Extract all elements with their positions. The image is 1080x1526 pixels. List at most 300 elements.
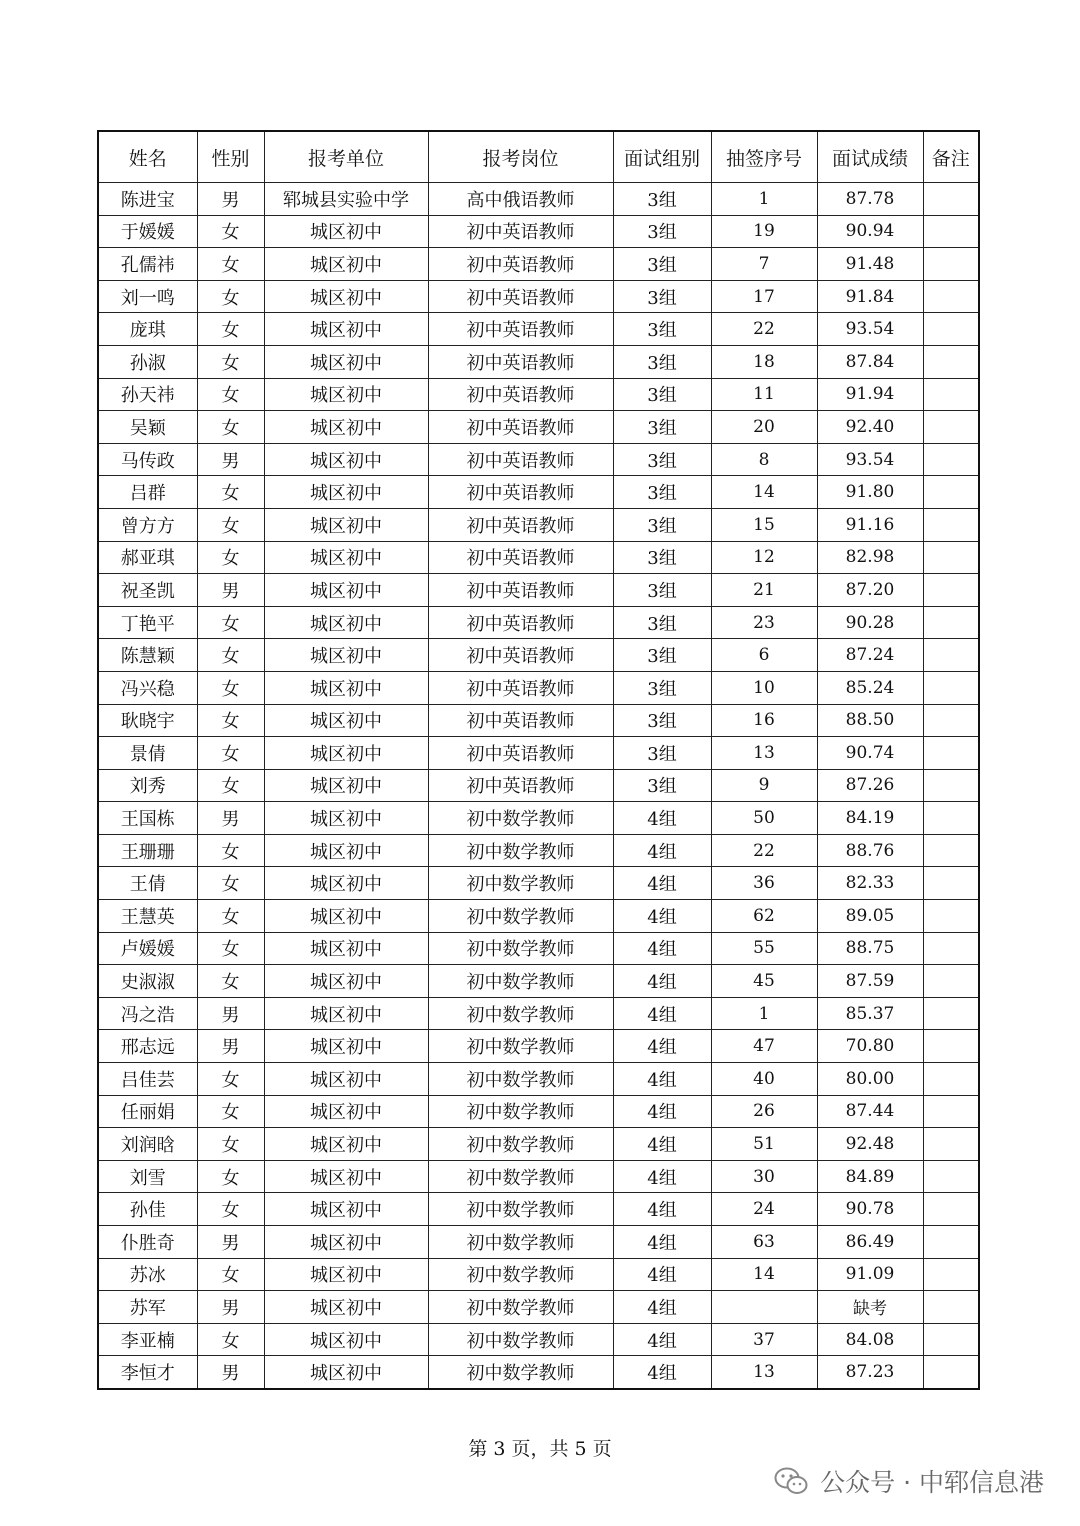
cell-position: 初中数学教师 (428, 1030, 613, 1063)
cell-remarks (923, 183, 979, 216)
cell-lot-number: 22 (711, 834, 817, 867)
cell-gender: 男 (197, 183, 264, 216)
cell-lot-number: 22 (711, 313, 817, 346)
table-row (98, 867, 979, 900)
cell-lot-number: 62 (711, 900, 817, 933)
cell-unit: 城区初中 (264, 1160, 428, 1193)
table-row (98, 280, 979, 313)
cell-group: 4组 (613, 932, 711, 965)
cell-remarks (923, 671, 979, 704)
cell-score: 93.54 (817, 443, 923, 476)
cell-unit: 城区初中 (264, 1193, 428, 1226)
cell-remarks (923, 476, 979, 509)
header-group: 面试组别 (613, 131, 711, 183)
cell-unit: 城区初中 (264, 313, 428, 346)
table-header-row (98, 131, 979, 183)
cell-lot-number: 50 (711, 802, 817, 835)
cell-lot-number: 63 (711, 1226, 817, 1259)
cell-position: 初中英语教师 (428, 378, 613, 411)
cell-lot-number: 19 (711, 215, 817, 248)
table-row (98, 248, 979, 281)
cell-remarks (923, 1063, 979, 1096)
table-row (98, 183, 979, 216)
cell-position: 初中数学教师 (428, 834, 613, 867)
cell-remarks (923, 606, 979, 639)
cell-unit: 城区初中 (264, 443, 428, 476)
cell-lot-number: 21 (711, 574, 817, 607)
cell-group: 4组 (613, 1030, 711, 1063)
cell-gender: 女 (197, 932, 264, 965)
cell-score: 91.94 (817, 378, 923, 411)
cell-score: 86.49 (817, 1226, 923, 1259)
cell-name: 王慧英 (98, 900, 197, 933)
cell-lot-number: 7 (711, 248, 817, 281)
cell-group: 3组 (613, 476, 711, 509)
table-row (98, 378, 979, 411)
cell-gender: 女 (197, 704, 264, 737)
cell-remarks (923, 541, 979, 574)
cell-gender: 女 (197, 1193, 264, 1226)
cell-gender: 女 (197, 411, 264, 444)
cell-score: 87.20 (817, 574, 923, 607)
cell-score: 91.48 (817, 248, 923, 281)
cell-gender: 女 (197, 769, 264, 802)
cell-group: 3组 (613, 737, 711, 770)
cell-remarks (923, 900, 979, 933)
cell-lot-number: 47 (711, 1030, 817, 1063)
cell-group: 4组 (613, 1323, 711, 1356)
cell-lot-number (711, 1291, 817, 1324)
cell-unit: 城区初中 (264, 1063, 428, 1096)
cell-lot-number: 12 (711, 541, 817, 574)
table-row (98, 1258, 979, 1291)
cell-position: 初中数学教师 (428, 932, 613, 965)
cell-position: 初中数学教师 (428, 900, 613, 933)
cell-group: 3组 (613, 378, 711, 411)
cell-position: 初中英语教师 (428, 215, 613, 248)
cell-gender: 女 (197, 378, 264, 411)
cell-name: 邢志远 (98, 1030, 197, 1063)
cell-name: 孙佳 (98, 1193, 197, 1226)
cell-group: 4组 (613, 997, 711, 1030)
cell-group: 4组 (613, 1095, 711, 1128)
header-score: 面试成绩 (817, 131, 923, 183)
cell-name: 李亚楠 (98, 1323, 197, 1356)
cell-gender: 女 (197, 867, 264, 900)
header-remarks: 备注 (923, 131, 979, 183)
cell-remarks (923, 1095, 979, 1128)
header-lot-number: 抽签序号 (711, 131, 817, 183)
cell-score: 87.26 (817, 769, 923, 802)
cell-remarks (923, 313, 979, 346)
cell-group: 3组 (613, 639, 711, 672)
table-row (98, 1160, 979, 1193)
table-row (98, 1356, 979, 1389)
cell-remarks (923, 997, 979, 1030)
cell-remarks (923, 1128, 979, 1161)
cell-gender: 女 (197, 965, 264, 998)
cell-remarks (923, 965, 979, 998)
cell-lot-number: 10 (711, 671, 817, 704)
cell-name: 于媛媛 (98, 215, 197, 248)
cell-lot-number: 8 (711, 443, 817, 476)
cell-lot-number: 20 (711, 411, 817, 444)
cell-lot-number: 24 (711, 1193, 817, 1226)
cell-remarks (923, 802, 979, 835)
cell-group: 3组 (613, 508, 711, 541)
cell-name: 王珊珊 (98, 834, 197, 867)
cell-remarks (923, 737, 979, 770)
cell-name: 刘一鸣 (98, 280, 197, 313)
cell-name: 吴颖 (98, 411, 197, 444)
cell-group: 3组 (613, 183, 711, 216)
cell-position: 初中英语教师 (428, 476, 613, 509)
cell-lot-number: 9 (711, 769, 817, 802)
cell-gender: 女 (197, 834, 264, 867)
cell-position: 初中英语教师 (428, 737, 613, 770)
cell-unit: 郓城县实验中学 (264, 183, 428, 216)
cell-remarks (923, 1226, 979, 1259)
table-row (98, 508, 979, 541)
cell-score: 87.44 (817, 1095, 923, 1128)
cell-unit: 城区初中 (264, 965, 428, 998)
cell-position: 初中数学教师 (428, 1095, 613, 1128)
cell-lot-number: 23 (711, 606, 817, 639)
cell-group: 3组 (613, 671, 711, 704)
cell-position: 初中英语教师 (428, 411, 613, 444)
table-row (98, 1063, 979, 1096)
cell-position: 初中英语教师 (428, 769, 613, 802)
table-row (98, 476, 979, 509)
cell-gender: 男 (197, 1030, 264, 1063)
cell-lot-number: 15 (711, 508, 817, 541)
cell-remarks (923, 248, 979, 281)
cell-remarks (923, 1258, 979, 1291)
cell-score: 84.19 (817, 802, 923, 835)
cell-name: 史淑淑 (98, 965, 197, 998)
table-row (98, 1095, 979, 1128)
cell-lot-number: 18 (711, 345, 817, 378)
cell-score: 91.80 (817, 476, 923, 509)
table-row (98, 1323, 979, 1356)
table-row (98, 1226, 979, 1259)
cell-gender: 女 (197, 606, 264, 639)
table-row (98, 932, 979, 965)
cell-name: 冯之浩 (98, 997, 197, 1030)
cell-gender: 女 (197, 671, 264, 704)
cell-unit: 城区初中 (264, 1291, 428, 1324)
cell-score: 87.59 (817, 965, 923, 998)
cell-unit: 城区初中 (264, 1226, 428, 1259)
cell-group: 3组 (613, 248, 711, 281)
cell-lot-number: 17 (711, 280, 817, 313)
cell-name: 孙淑 (98, 345, 197, 378)
cell-name: 耿晓宇 (98, 704, 197, 737)
cell-remarks (923, 867, 979, 900)
cell-position: 初中英语教师 (428, 671, 613, 704)
cell-remarks (923, 1291, 979, 1324)
cell-group: 3组 (613, 606, 711, 639)
header-position: 报考岗位 (428, 131, 613, 183)
table-row (98, 1193, 979, 1226)
watermark (774, 1463, 1044, 1499)
cell-unit: 城区初中 (264, 1323, 428, 1356)
cell-group: 4组 (613, 802, 711, 835)
cell-gender: 女 (197, 1258, 264, 1291)
cell-remarks (923, 704, 979, 737)
cell-name: 任丽娟 (98, 1095, 197, 1128)
cell-name: 冯兴稳 (98, 671, 197, 704)
cell-unit: 城区初中 (264, 1128, 428, 1161)
table-row (98, 215, 979, 248)
score-table (97, 130, 980, 1390)
cell-unit: 城区初中 (264, 932, 428, 965)
cell-remarks (923, 378, 979, 411)
table-row (98, 606, 979, 639)
cell-lot-number: 11 (711, 378, 817, 411)
cell-score: 90.78 (817, 1193, 923, 1226)
cell-unit: 城区初中 (264, 411, 428, 444)
cell-unit: 城区初中 (264, 606, 428, 639)
cell-score: 91.16 (817, 508, 923, 541)
cell-score: 89.05 (817, 900, 923, 933)
wechat-icon (774, 1466, 808, 1496)
cell-group: 4组 (613, 1063, 711, 1096)
table-row (98, 900, 979, 933)
cell-unit: 城区初中 (264, 508, 428, 541)
cell-position: 初中数学教师 (428, 867, 613, 900)
cell-remarks (923, 443, 979, 476)
cell-group: 3组 (613, 345, 711, 378)
cell-score: 90.28 (817, 606, 923, 639)
table-row (98, 1128, 979, 1161)
cell-lot-number: 30 (711, 1160, 817, 1193)
cell-lot-number: 14 (711, 476, 817, 509)
cell-score: 缺考 (817, 1291, 923, 1324)
table-row (98, 313, 979, 346)
cell-lot-number: 16 (711, 704, 817, 737)
table-row (98, 1291, 979, 1324)
table-body (98, 183, 979, 1389)
cell-name: 王国栋 (98, 802, 197, 835)
cell-score: 91.09 (817, 1258, 923, 1291)
cell-name: 刘雪 (98, 1160, 197, 1193)
cell-remarks (923, 1193, 979, 1226)
cell-score: 92.48 (817, 1128, 923, 1161)
cell-unit: 城区初中 (264, 215, 428, 248)
cell-name: 曾方方 (98, 508, 197, 541)
cell-remarks (923, 508, 979, 541)
page-number: 第 3 页，共 5 页 (468, 1438, 612, 1460)
cell-group: 4组 (613, 1160, 711, 1193)
cell-unit: 城区初中 (264, 1095, 428, 1128)
cell-unit: 城区初中 (264, 900, 428, 933)
cell-name: 庞琪 (98, 313, 197, 346)
cell-gender: 男 (197, 1291, 264, 1324)
cell-unit: 城区初中 (264, 345, 428, 378)
cell-gender: 女 (197, 215, 264, 248)
cell-position: 初中数学教师 (428, 1128, 613, 1161)
cell-lot-number: 36 (711, 867, 817, 900)
cell-group: 4组 (613, 1226, 711, 1259)
cell-unit: 城区初中 (264, 476, 428, 509)
cell-score: 90.94 (817, 215, 923, 248)
cell-group: 3组 (613, 313, 711, 346)
cell-group: 4组 (613, 834, 711, 867)
cell-score: 93.54 (817, 313, 923, 346)
cell-position: 初中英语教师 (428, 280, 613, 313)
cell-name: 丁艳平 (98, 606, 197, 639)
cell-lot-number: 26 (711, 1095, 817, 1128)
cell-name: 苏冰 (98, 1258, 197, 1291)
header-gender: 性别 (197, 131, 264, 183)
watermark-text: 公众号 · 中郓信息港 (820, 1468, 1044, 1497)
cell-gender: 女 (197, 280, 264, 313)
cell-unit: 城区初中 (264, 834, 428, 867)
cell-position: 初中英语教师 (428, 541, 613, 574)
table-row (98, 802, 979, 835)
cell-score: 85.24 (817, 671, 923, 704)
cell-position: 初中数学教师 (428, 997, 613, 1030)
cell-remarks (923, 345, 979, 378)
cell-position: 初中英语教师 (428, 574, 613, 607)
cell-gender: 男 (197, 997, 264, 1030)
cell-group: 4组 (613, 965, 711, 998)
table-row (98, 1030, 979, 1063)
cell-score: 87.78 (817, 183, 923, 216)
cell-group: 4组 (613, 1291, 711, 1324)
table-row (98, 704, 979, 737)
cell-score: 88.76 (817, 834, 923, 867)
cell-unit: 城区初中 (264, 867, 428, 900)
cell-name: 刘秀 (98, 769, 197, 802)
cell-lot-number: 51 (711, 1128, 817, 1161)
cell-unit: 城区初中 (264, 671, 428, 704)
cell-name: 苏军 (98, 1291, 197, 1324)
cell-remarks (923, 1160, 979, 1193)
table-row (98, 965, 979, 998)
cell-lot-number: 6 (711, 639, 817, 672)
cell-score: 85.37 (817, 997, 923, 1030)
cell-group: 4组 (613, 1193, 711, 1226)
cell-position: 初中数学教师 (428, 1356, 613, 1389)
cell-score: 87.84 (817, 345, 923, 378)
cell-position: 初中英语教师 (428, 345, 613, 378)
cell-remarks (923, 280, 979, 313)
cell-gender: 女 (197, 508, 264, 541)
table-row (98, 997, 979, 1030)
cell-remarks (923, 215, 979, 248)
cell-score: 87.24 (817, 639, 923, 672)
cell-position: 初中数学教师 (428, 1226, 613, 1259)
cell-gender: 女 (197, 248, 264, 281)
cell-group: 4组 (613, 900, 711, 933)
cell-group: 3组 (613, 280, 711, 313)
cell-group: 4组 (613, 1128, 711, 1161)
cell-unit: 城区初中 (264, 1258, 428, 1291)
cell-lot-number: 37 (711, 1323, 817, 1356)
cell-group: 4组 (613, 1258, 711, 1291)
cell-lot-number: 40 (711, 1063, 817, 1096)
cell-group: 3组 (613, 411, 711, 444)
cell-score: 80.00 (817, 1063, 923, 1096)
cell-position: 初中数学教师 (428, 1323, 613, 1356)
cell-name: 李恒才 (98, 1356, 197, 1389)
cell-remarks (923, 639, 979, 672)
cell-gender: 女 (197, 1160, 264, 1193)
cell-remarks (923, 1030, 979, 1063)
cell-name: 祝圣凯 (98, 574, 197, 607)
cell-score: 92.40 (817, 411, 923, 444)
cell-position: 高中俄语教师 (428, 183, 613, 216)
table-row (98, 834, 979, 867)
cell-gender: 女 (197, 1128, 264, 1161)
cell-group: 3组 (613, 769, 711, 802)
header-unit: 报考单位 (264, 131, 428, 183)
cell-group: 3组 (613, 704, 711, 737)
table-row (98, 443, 979, 476)
cell-lot-number: 13 (711, 737, 817, 770)
table-row (98, 411, 979, 444)
cell-unit: 城区初中 (264, 769, 428, 802)
cell-name: 陈进宝 (98, 183, 197, 216)
cell-gender: 女 (197, 476, 264, 509)
cell-gender: 女 (197, 639, 264, 672)
table-row (98, 671, 979, 704)
cell-position: 初中英语教师 (428, 443, 613, 476)
cell-unit: 城区初中 (264, 248, 428, 281)
cell-unit: 城区初中 (264, 802, 428, 835)
cell-name: 孔儒祎 (98, 248, 197, 281)
cell-position: 初中英语教师 (428, 508, 613, 541)
cell-unit: 城区初中 (264, 1356, 428, 1389)
cell-unit: 城区初中 (264, 1030, 428, 1063)
cell-position: 初中数学教师 (428, 965, 613, 998)
cell-gender: 女 (197, 1323, 264, 1356)
cell-position: 初中数学教师 (428, 1291, 613, 1324)
cell-name: 王倩 (98, 867, 197, 900)
cell-score: 88.50 (817, 704, 923, 737)
cell-name: 卢媛媛 (98, 932, 197, 965)
cell-gender: 男 (197, 1356, 264, 1389)
cell-lot-number: 55 (711, 932, 817, 965)
cell-position: 初中英语教师 (428, 248, 613, 281)
cell-position: 初中数学教师 (428, 1193, 613, 1226)
header-name: 姓名 (98, 131, 197, 183)
cell-gender: 女 (197, 900, 264, 933)
cell-name: 吕佳芸 (98, 1063, 197, 1096)
cell-gender: 男 (197, 1226, 264, 1259)
cell-name: 郝亚琪 (98, 541, 197, 574)
table-row (98, 639, 979, 672)
cell-gender: 女 (197, 1095, 264, 1128)
cell-remarks (923, 834, 979, 867)
table-row (98, 541, 979, 574)
cell-name: 吕群 (98, 476, 197, 509)
cell-gender: 男 (197, 443, 264, 476)
cell-unit: 城区初中 (264, 574, 428, 607)
table-row (98, 737, 979, 770)
cell-group: 4组 (613, 1356, 711, 1389)
table-row (98, 345, 979, 378)
cell-position: 初中英语教师 (428, 313, 613, 346)
cell-group: 4组 (613, 867, 711, 900)
cell-position: 初中英语教师 (428, 606, 613, 639)
cell-name: 刘润晗 (98, 1128, 197, 1161)
cell-score: 84.08 (817, 1323, 923, 1356)
cell-unit: 城区初中 (264, 280, 428, 313)
cell-name: 景倩 (98, 737, 197, 770)
